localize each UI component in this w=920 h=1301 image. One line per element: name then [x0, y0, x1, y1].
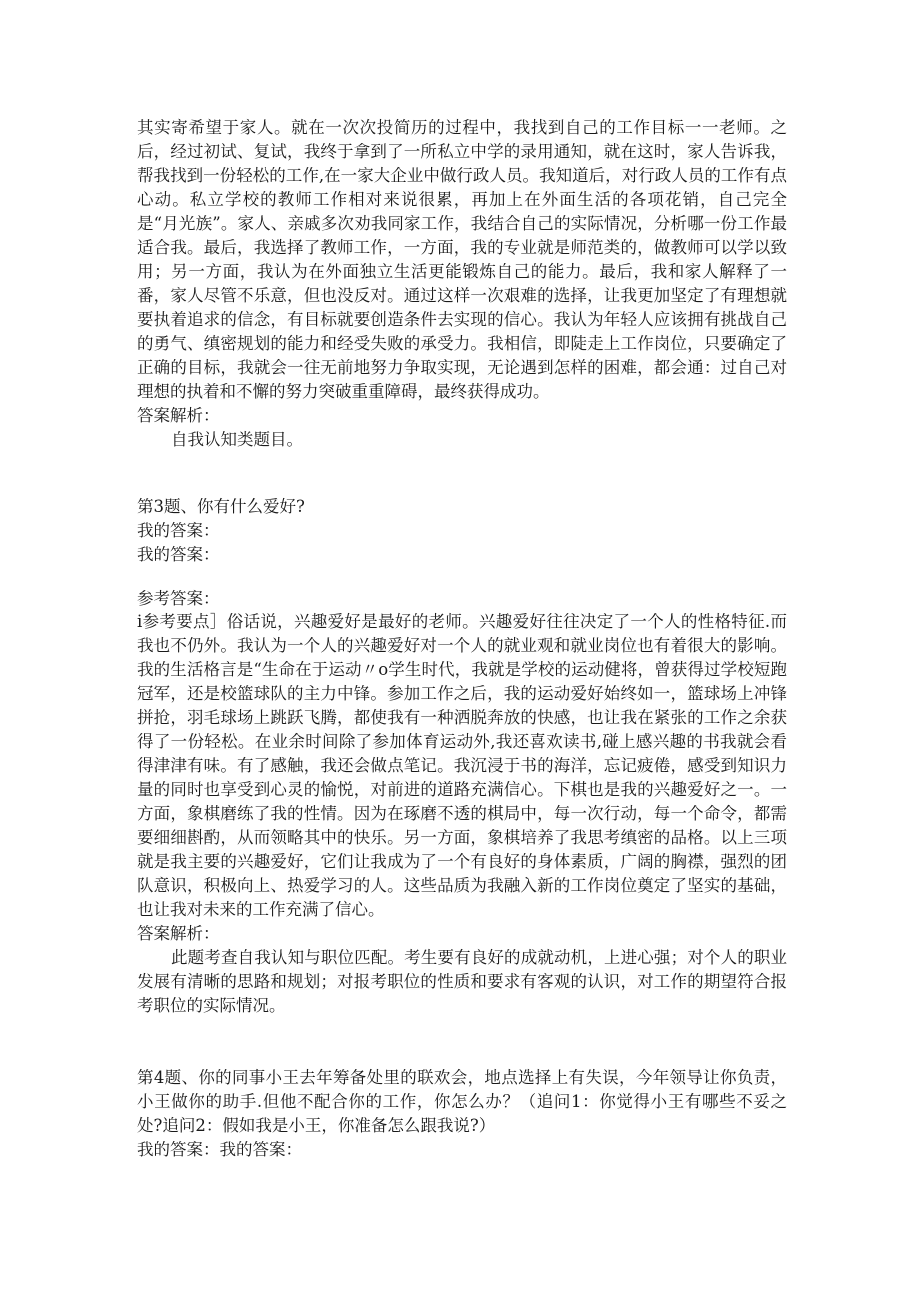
q2-analysis-text: 自我认知类题目。	[171, 430, 303, 449]
q4-title: 第4题、你的同事小王去年筹备处里的联欢会，地点选择上有失误，今年领导让你负责，小王做你的助手.但他不配合你的工作，你怎么办？（追问1：你觉得小王有哪些不妥之处?追问2：假如我是小王，你准备怎么跟我说?）	[137, 1068, 787, 1135]
intro-paragraph: 其实寄希望于家人。就在一次次投简历的过程中，我找到自己的工作目标一一老师。之后，经过初试、复试，我终于拿到了一所私立中学的录用通知，就在这时，家人告诉我，帮我找到一份轻松的工作,在一家大企业中做行政人员。我知道后，对行政人员的工作有点心动。私立学校的教师工作相对来说很累，再加上在外面生活的各项花销，自己完全是“月光族”。家人、亲戚多次劝我同家工作，我结合自己的实际情况，分析哪一份工作最适合我。最后，我选择了教师工作，一方面，我的专业就是师范类的，做教师可以学以致用；另一方面，我认为在外面独立生活更能锻炼自己的能力。最后，我和家人解释了一番，家人尽管不乐意，但也没反对。通过这样一次艰难的选择，让我更加坚定了有理想就要执着追求的信念，有目标就要创造条件去实现的信心。我认为年轻人应该拥有挑战自己的勇气、缜密规划的能力和经受失败的承受力。我相信，即陡走上工作岗位，只要确定了正确的目标，我就会一往无前地努力争取实现，无论遇到怎样的困难，都会通：过自己对理想的执着和不懈的努力突破重重障碍，最终获得成功。	[137, 118, 787, 401]
q3-reference-text: i参考要点］俗话说，兴趣爱好是最好的老师。兴趣爱好往往决定了一个人的性格特征.而我也不仍外。我认为一个人的兴趣爱好对一个人的就业观和就业岗位也有着很大的影响。我的生活格言是“生命在于运动〃o学生时代，我就是学校的运动健将，曾获得过学校短跑冠军，还是校篮球队的主力中锋。参加工作之后，我的运动爱好始终如一，篮球场上冲锋拼抢，羽毛球场上跳跃飞腾，都使我有一种洒脱奔放的快感，也让我在紧张的工作之余获得了一份轻松。在业余时间除了参加体育运动外,我还喜欢读书,碰上感兴趣的书我就会看得津津有味。有了感触，我还会做点笔记。我沉浸于书的海洋，忘记疲倦，感受到知识力量的同时也享受到心灵的愉悦，对前进的道路充满信心。下棋也是我的兴趣爱好之一。一方面，象棋磨练了我的性情。因为在琢磨不透的棋局中，每一次行动，每一个命令，都需要细细斟酌，从而领略其中的快乐。另一方面，象棋培养了我思考缜密的品格。以上三项就是我主要的兴趣爱好，它们让我成为了一个有良好的身体素质，广阔的胸襟，强烈的团队意识，积极向上、热爱学习的人。这些品质为我融入新的工作岗位奠定了坚实的基础，也让我对未来的工作充满了信心。	[137, 612, 787, 919]
q3-title: 第3题、你有什么爱好?	[137, 497, 305, 516]
q2-analysis-label: 答案解析：	[137, 406, 220, 425]
q3-analysis-label: 答案解析：	[137, 924, 220, 943]
q3-my-answer-2: 我的答案：	[137, 545, 220, 564]
q3-my-answer-1: 我的答案：	[137, 521, 220, 540]
q3-analysis-text: 此题考查自我认知与职位匹配。考生要有良好的成就动机，上进心强；对个人的职业发展有清晰的思路和规划；对报考职位的性质和要求有客观的认识，对工作的期望符合报考职位的实际情况。	[137, 948, 787, 1015]
q4-my-answer: 我的答案：我的答案：	[137, 1140, 302, 1159]
q3-reference-label: 参考答案：	[137, 589, 220, 608]
